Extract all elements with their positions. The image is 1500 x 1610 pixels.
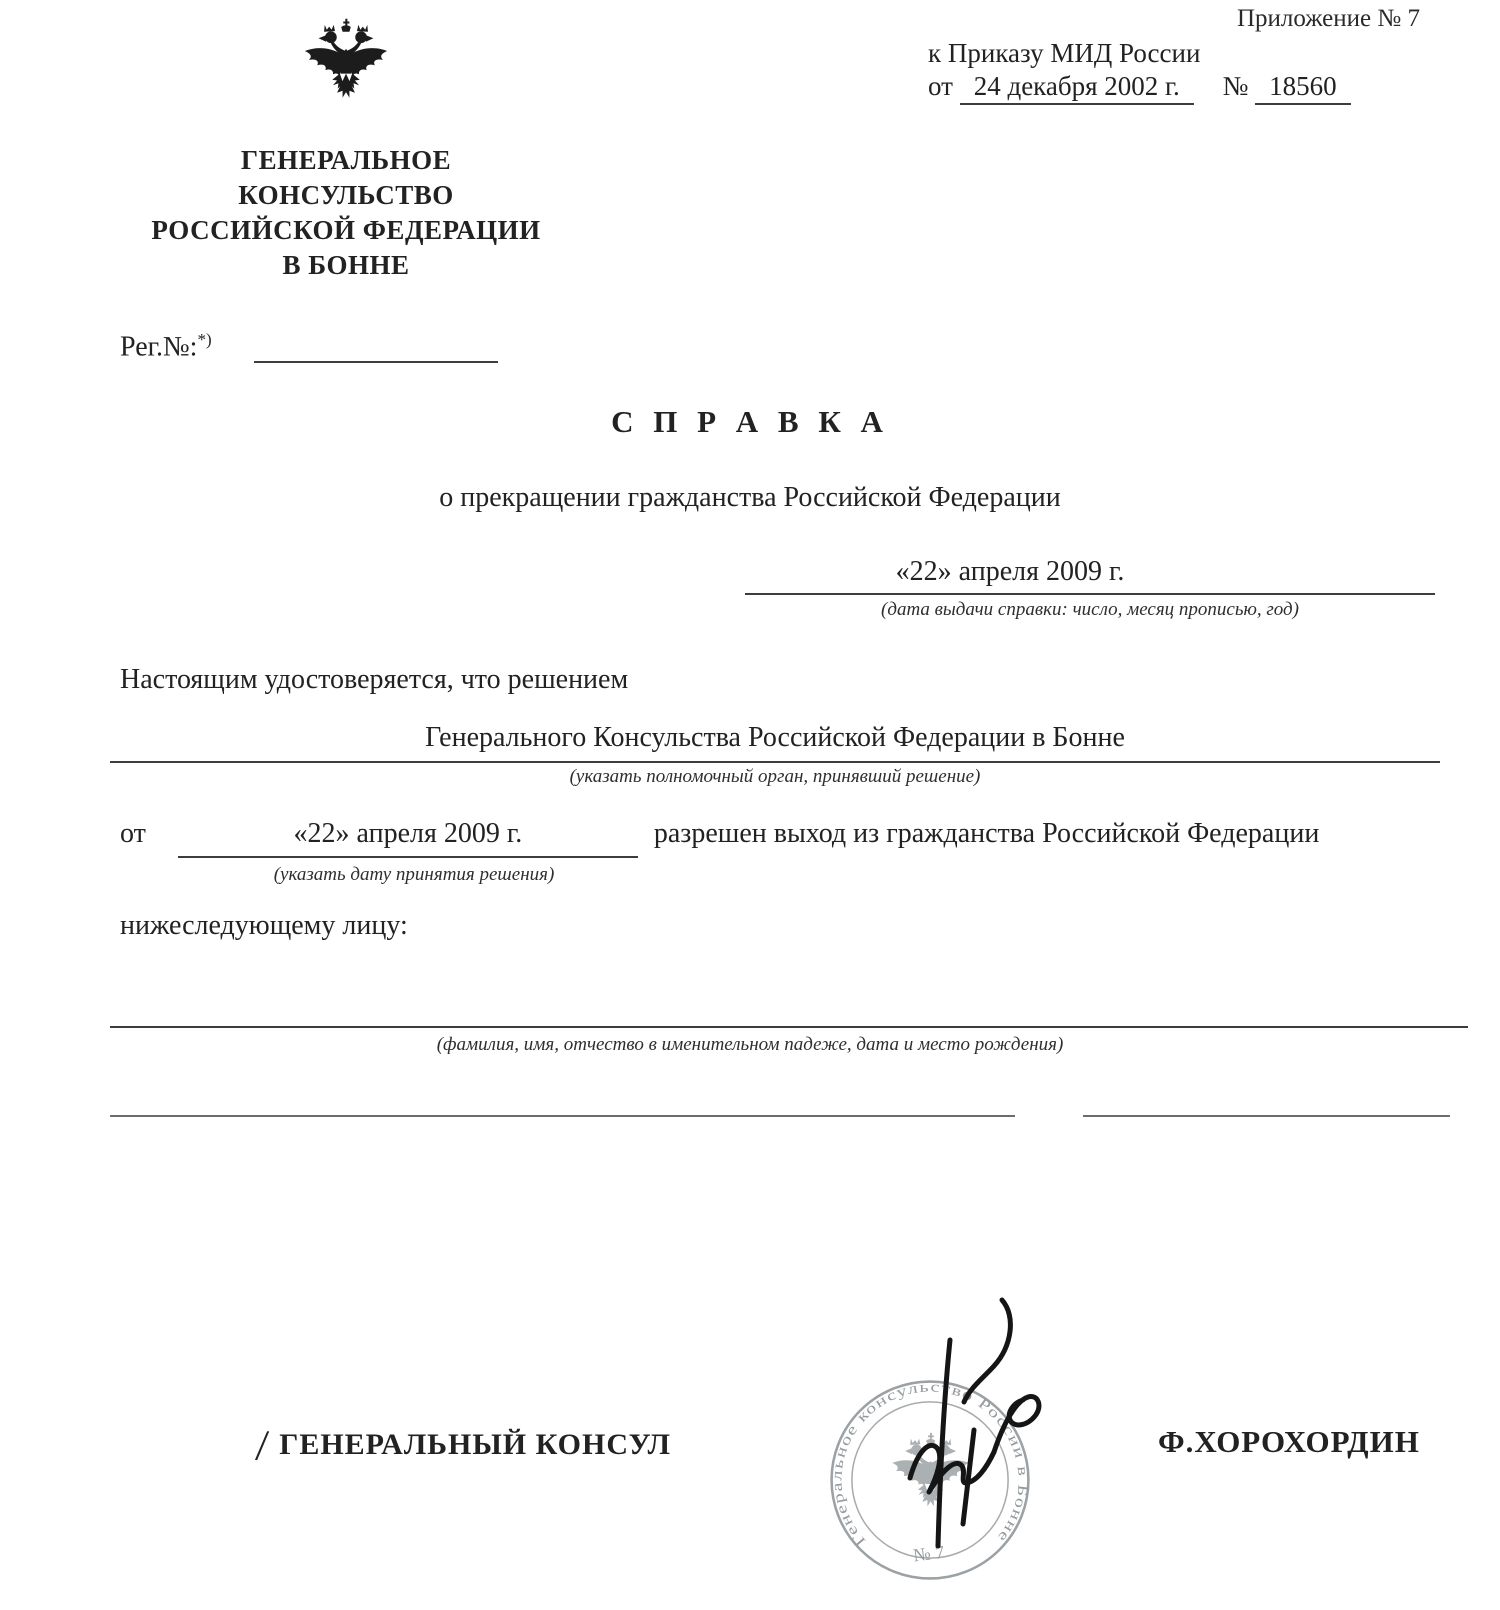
person-lead: нижеследующему лицу:	[120, 910, 408, 941]
intro-line: Настоящим удостоверяется, что решением	[120, 664, 629, 695]
issue-date-value: «22» апреля 2009 г.	[745, 556, 1435, 595]
reg-number-blank-field	[254, 331, 498, 363]
decision-row	[120, 818, 1450, 885]
reg-footnote-mark: *)	[197, 330, 212, 349]
order-number-value: 18560	[1255, 70, 1351, 105]
reg-number-line	[120, 330, 498, 363]
issuer-name	[118, 143, 574, 283]
order-date-value: 24 декабря 2002 г.	[960, 70, 1194, 105]
order-from-label: от	[928, 71, 953, 101]
order-date-line	[928, 70, 1420, 105]
blank-rule-segment	[110, 1115, 1015, 1117]
authority-caption: (указать полномочный орган, принявший решение)	[569, 766, 981, 787]
blank-rule-segment	[1083, 1115, 1450, 1117]
consul-name: Ф.ХОРОХОРДИН	[1158, 1424, 1420, 1459]
issuer-block	[118, 6, 574, 283]
issuer-name-line: КОНСУЛЬСТВО	[238, 180, 454, 210]
coat-of-arms-icon	[298, 6, 394, 122]
issuer-name-line: РОССИЙСКОЙ ФЕДЕРАЦИИ	[151, 215, 541, 245]
authority-value: Генерального Консульства Российской Федерации в Бонне	[110, 722, 1440, 763]
decision-text: разрешен выход из гражданства Российской Федерации	[653, 818, 1320, 849]
issuer-name-line: ГЕНЕРАЛЬНОЕ	[240, 145, 452, 175]
decision-from-label: от	[120, 818, 146, 849]
appendix-block	[928, 2, 1420, 105]
document-subtitle: о прекращении гражданства Российской Федерации	[439, 482, 1061, 513]
authority-block	[110, 722, 1440, 788]
seal-ring-text: Генеральное консульство России в Бонне	[829, 1379, 1031, 1549]
issuer-name-line: В БОННЕ	[282, 250, 410, 280]
handwritten-signature	[852, 1282, 1084, 1582]
handwritten-slash-mark: /	[254, 1420, 271, 1471]
decision-date-caption: (указать дату принятия решения)	[273, 864, 555, 885]
issue-date-block	[745, 556, 1435, 621]
decision-date-value: «22» апреля 2009 г.	[178, 818, 638, 858]
order-reference: к Приказу МИД России	[928, 38, 1201, 68]
seal-number: № 7	[912, 1541, 946, 1566]
person-name-blank-field	[110, 1002, 1468, 1028]
issue-date-caption: (дата выдачи справки: число, месяц прописью, год)	[881, 599, 1299, 620]
appendix-number: Приложение № 7	[1236, 5, 1420, 32]
signature-icon	[852, 1282, 1084, 1582]
reg-label: Рег.№:	[120, 331, 198, 363]
person-caption: (фамилия, имя, отчество в именительном падеже, дата и место рождения)	[436, 1034, 1064, 1055]
order-no-label: №	[1222, 71, 1249, 101]
consul-title	[256, 1420, 671, 1471]
document-title: С П Р А В К А	[611, 404, 889, 439]
consul-position-label: ГЕНЕРАЛЬНЫЙ КОНСУЛ	[279, 1428, 672, 1461]
